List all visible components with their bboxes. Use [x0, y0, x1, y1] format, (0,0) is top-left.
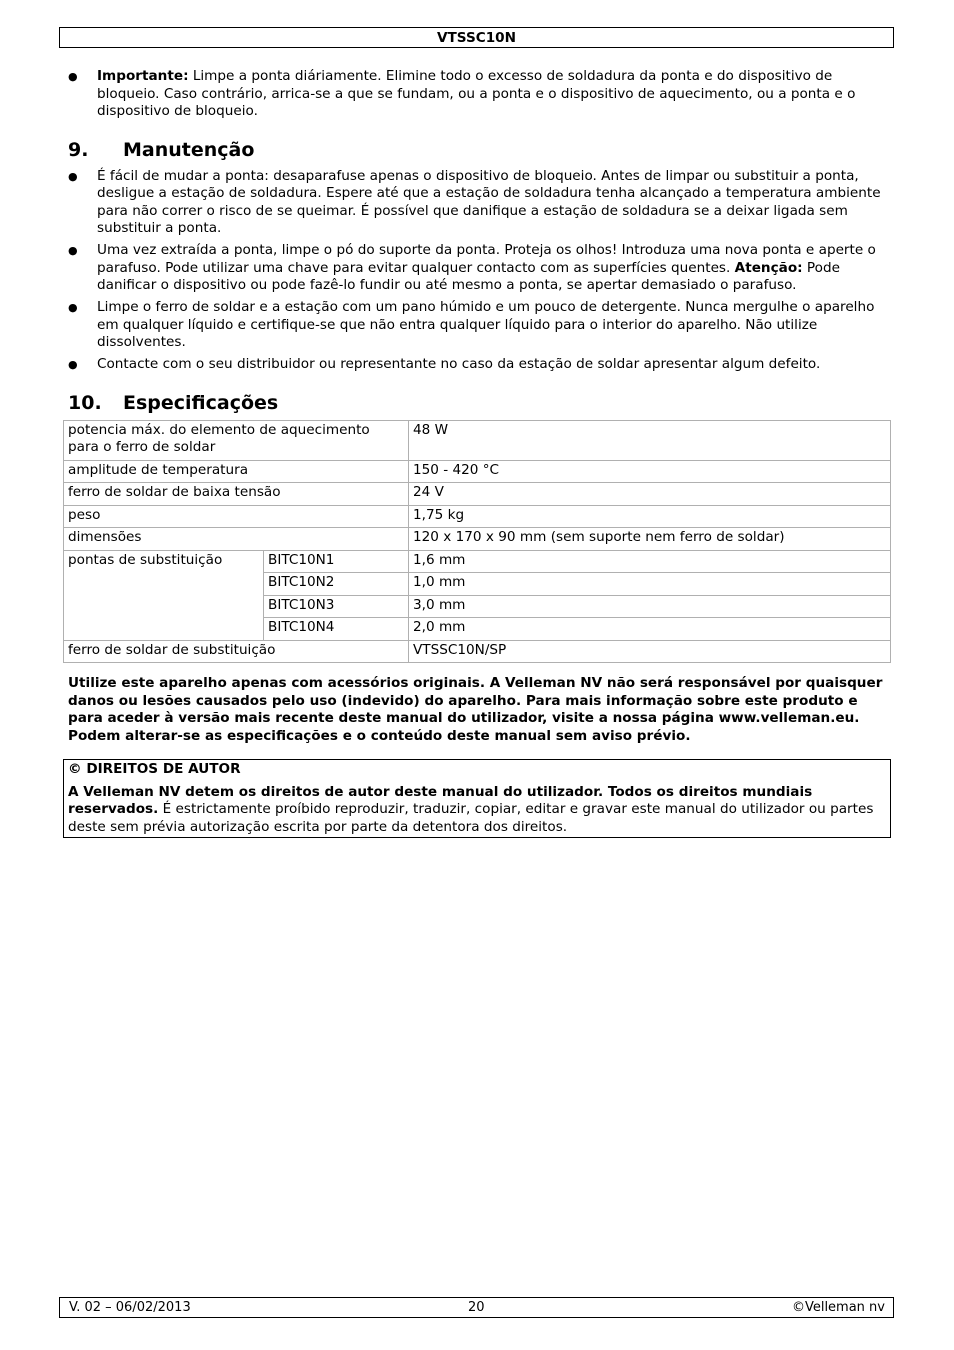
copyright-title: © DIREITOS DE AUTOR — [68, 761, 241, 777]
spec-value: 24 V — [409, 483, 891, 506]
table-row — [64, 460, 891, 483]
specs-table — [63, 420, 891, 664]
tip-value: 2,0 mm — [409, 618, 891, 641]
spec-value: 120 x 170 x 90 mm (sem suporte nem ferro de soldar) — [409, 528, 891, 551]
tip-code: BITC10N3 — [264, 595, 409, 618]
table-row — [64, 483, 891, 506]
section-heading-10 — [68, 391, 888, 415]
list-item — [68, 356, 888, 374]
spec-label: dimensões — [64, 528, 409, 551]
bullet-text: Limpe o ferro de soldar e a estação com um pano húmido e um pouco de detergente. Nunca mergulhe o aparelho em qualquer líquido e certifique-se que não entra qualquer líquido para o interior do aparelho. Não utilize dissolventes. — [97, 299, 875, 350]
attention-label: Atenção: — [734, 259, 803, 276]
spec-label: ferro de soldar de substituição — [64, 640, 409, 663]
table-row — [64, 528, 891, 551]
spec-label: potencia máx. do elemento de aquecimento para o ferro de soldar — [64, 420, 409, 460]
copyright-text — [68, 784, 886, 837]
copyright-body: É estrictamente proíbido reproduzir, traduzir, copiar, editar e gravar este manual do utilizador ou partes deste sem prévia autorização escrita por parte da detentora dos direitos. — [68, 801, 874, 835]
spec-value: 150 - 420 °C — [409, 460, 891, 483]
bullet-text: Uma vez extraída a ponta, limpe o pó do suporte da ponta. Proteja os olhos! Introduza uma nova ponta e aperte o parafuso. Pode utilizar uma chave para evitar qualquer contacto com as superfícies quentes. — [97, 242, 876, 276]
bullet-icon: ● — [68, 244, 78, 257]
table-row — [64, 640, 891, 663]
list-item — [68, 242, 888, 295]
tip-value: 1,0 mm — [409, 573, 891, 596]
tip-code: BITC10N2 — [264, 573, 409, 596]
bullet-text: Contacte com o seu distribuidor ou representante no caso da estação de soldar apresentar algum defeito. — [97, 356, 821, 372]
spec-label: amplitude de temperatura — [64, 460, 409, 483]
spec-label: peso — [64, 505, 409, 528]
tip-code: BITC10N1 — [264, 550, 409, 573]
disclaimer-paragraph: Utilize este aparelho apenas com acessórios originais. A Velleman NV não será responsável por quaisquer danos ou lesões causados pelo uso (indevido) do aparelho. Para mais informação sobre este produto e para aceder à versão mais recente deste manual do utilizador, visite a nossa página www.velleman.eu. Podem alterar-se as especificações e o conteúdo deste manual sem aviso prévio. — [68, 675, 883, 744]
spec-label: ferro de soldar de baixa tensão — [64, 483, 409, 506]
tip-code: BITC10N4 — [264, 618, 409, 641]
maintenance-list — [68, 168, 888, 374]
spec-value: 48 W — [409, 420, 891, 460]
bullet-icon: ● — [68, 70, 78, 83]
list-item — [68, 68, 888, 121]
section-heading-9 — [68, 138, 888, 162]
footer-page-number: 20 — [468, 1300, 485, 1315]
copyright-box — [63, 759, 891, 838]
section-title: Especificações — [123, 391, 279, 414]
intro-list — [68, 68, 888, 121]
footer-company: ©Velleman nv — [791, 1300, 885, 1315]
page-footer — [59, 1297, 894, 1318]
bullet-icon: ● — [68, 301, 78, 314]
bullet-text: É fácil de mudar a ponta: desaparafuse apenas o dispositivo de bloqueio. Antes de limpar ou substituir a ponta, desligue a estação de soldadura. Espere até que a estação de soldadura tenha alcançado a temperatura ambiente para não correr o risco de se queimar. É possível que danifique a estação de soldadura se a deixar ligada sem substituir a ponta. — [97, 167, 881, 236]
page-content — [68, 68, 888, 838]
footer-version: V. 02 – 06/02/2013 — [69, 1300, 191, 1315]
spec-value: 1,75 kg — [409, 505, 891, 528]
section-title: Manutenção — [123, 138, 255, 161]
list-item — [68, 299, 888, 352]
tip-value: 3,0 mm — [409, 595, 891, 618]
bullet-icon: ● — [68, 169, 78, 183]
copyright-bold: A Velleman NV detem os direitos de autor deste manual do utilizador. Todos os direitos mundiais reservados. — [68, 783, 813, 817]
important-label: Importante: — [97, 68, 189, 84]
header-title: VTSSC10N — [59, 27, 894, 48]
table-row — [64, 420, 891, 460]
bullet-icon: ● — [68, 358, 78, 371]
list-item — [68, 168, 888, 238]
tips-label: pontas de substituição — [64, 550, 264, 640]
tip-value: 1,6 mm — [409, 550, 891, 573]
important-text: Limpe a ponta diáriamente. Elimine todo o excesso de soldadura da ponta e do dispositivo de bloqueio. Caso contrário, arrica-se a que se fundam, ou a ponta e o dispositivo de aquecimento, ou a ponta e o dispositivo de bloqueio. — [97, 68, 856, 119]
table-row — [64, 550, 891, 573]
section-number: 9. — [68, 138, 89, 161]
spec-value: VTSSC10N/SP — [409, 640, 891, 663]
attention-text: Pode danificar o dispositivo ou pode fazê-lo fundir ou até mesmo a ponta, se apertar demasiado o parafuso. — [97, 259, 840, 293]
table-row — [64, 505, 891, 528]
section-number: 10. — [68, 391, 102, 414]
